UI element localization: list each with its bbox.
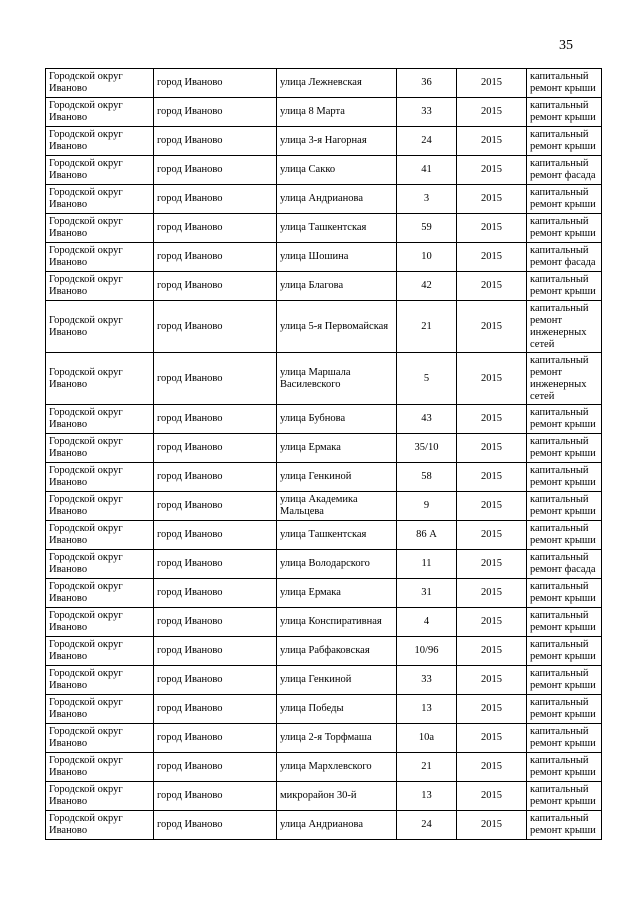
year-cell: 2015: [457, 272, 527, 301]
street-cell: улица 5-я Первомайская: [277, 301, 397, 353]
year-cell: 2015: [457, 98, 527, 127]
house-number-cell: 86 А: [397, 521, 457, 550]
district-cell: Городской округ Иваново: [46, 353, 154, 405]
house-number-cell: 43: [397, 405, 457, 434]
house-number-cell: 4: [397, 608, 457, 637]
district-cell: Городской округ Иваново: [46, 550, 154, 579]
table-row: [46, 405, 602, 434]
work-type-cell: капитальный ремонт фасада: [527, 156, 602, 185]
work-type-cell: капитальный ремонт крыши: [527, 463, 602, 492]
work-type-cell: капитальный ремонт крыши: [527, 214, 602, 243]
work-type-cell: капитальный ремонт крыши: [527, 492, 602, 521]
table-row: [46, 695, 602, 724]
district-cell: Городской округ Иваново: [46, 637, 154, 666]
year-cell: 2015: [457, 782, 527, 811]
year-cell: 2015: [457, 666, 527, 695]
city-cell: город Иваново: [154, 353, 277, 405]
city-cell: город Иваново: [154, 579, 277, 608]
street-cell: улица Ермака: [277, 434, 397, 463]
year-cell: 2015: [457, 637, 527, 666]
house-number-cell: 24: [397, 811, 457, 840]
table-row: [46, 214, 602, 243]
year-cell: 2015: [457, 353, 527, 405]
district-cell: Городской округ Иваново: [46, 156, 154, 185]
street-cell: улица Лежневская: [277, 69, 397, 98]
house-number-cell: 13: [397, 782, 457, 811]
district-cell: Городской округ Иваново: [46, 434, 154, 463]
work-type-cell: капитальный ремонт крыши: [527, 666, 602, 695]
street-cell: улица Бубнова: [277, 405, 397, 434]
work-type-cell: капитальный ремонт крыши: [527, 98, 602, 127]
work-type-cell: капитальный ремонт крыши: [527, 724, 602, 753]
year-cell: 2015: [457, 811, 527, 840]
year-cell: 2015: [457, 156, 527, 185]
city-cell: город Иваново: [154, 272, 277, 301]
house-number-cell: 10а: [397, 724, 457, 753]
city-cell: город Иваново: [154, 214, 277, 243]
street-cell: улица Мархлевского: [277, 753, 397, 782]
city-cell: город Иваново: [154, 127, 277, 156]
table-row: [46, 811, 602, 840]
work-type-cell: капитальный ремонт фасада: [527, 550, 602, 579]
year-cell: 2015: [457, 579, 527, 608]
city-cell: город Иваново: [154, 637, 277, 666]
table-row: [46, 243, 602, 272]
work-type-cell: капитальный ремонт крыши: [527, 405, 602, 434]
district-cell: Городской округ Иваново: [46, 69, 154, 98]
table-row: [46, 434, 602, 463]
district-cell: Городской округ Иваново: [46, 243, 154, 272]
year-cell: 2015: [457, 69, 527, 98]
street-cell: микрорайон 30-й: [277, 782, 397, 811]
house-number-cell: 41: [397, 156, 457, 185]
city-cell: город Иваново: [154, 98, 277, 127]
street-cell: улица Генкиной: [277, 463, 397, 492]
table-row: [46, 666, 602, 695]
city-cell: город Иваново: [154, 463, 277, 492]
city-cell: город Иваново: [154, 521, 277, 550]
work-type-cell: капитальный ремонт крыши: [527, 127, 602, 156]
table-row: [46, 608, 602, 637]
year-cell: 2015: [457, 492, 527, 521]
district-cell: Городской округ Иваново: [46, 272, 154, 301]
city-cell: город Иваново: [154, 550, 277, 579]
district-cell: Городской округ Иваново: [46, 185, 154, 214]
street-cell: улица 8 Марта: [277, 98, 397, 127]
table-row: [46, 353, 602, 405]
table-row: [46, 550, 602, 579]
district-cell: Городской округ Иваново: [46, 666, 154, 695]
work-type-cell: капитальный ремонт инженерных сетей: [527, 301, 602, 353]
work-type-cell: капитальный ремонт крыши: [527, 753, 602, 782]
district-cell: Городской округ Иваново: [46, 724, 154, 753]
district-cell: Городской округ Иваново: [46, 753, 154, 782]
work-type-cell: капитальный ремонт фасада: [527, 243, 602, 272]
work-type-cell: капитальный ремонт крыши: [527, 272, 602, 301]
street-cell: улица 3-я Нагорная: [277, 127, 397, 156]
district-cell: Городской округ Иваново: [46, 405, 154, 434]
city-cell: город Иваново: [154, 69, 277, 98]
house-number-cell: 36: [397, 69, 457, 98]
city-cell: город Иваново: [154, 811, 277, 840]
table-row: [46, 724, 602, 753]
year-cell: 2015: [457, 434, 527, 463]
street-cell: улица Генкиной: [277, 666, 397, 695]
street-cell: улица Сакко: [277, 156, 397, 185]
district-cell: Городской округ Иваново: [46, 782, 154, 811]
city-cell: город Иваново: [154, 185, 277, 214]
work-type-cell: капитальный ремонт крыши: [527, 695, 602, 724]
table-row: [46, 98, 602, 127]
work-type-cell: капитальный ремонт крыши: [527, 521, 602, 550]
city-cell: город Иваново: [154, 695, 277, 724]
year-cell: 2015: [457, 127, 527, 156]
district-cell: Городской округ Иваново: [46, 214, 154, 243]
street-cell: улица 2-я Торфмаша: [277, 724, 397, 753]
house-number-cell: 11: [397, 550, 457, 579]
year-cell: 2015: [457, 301, 527, 353]
house-number-cell: 21: [397, 753, 457, 782]
house-number-cell: 24: [397, 127, 457, 156]
page-number: 35: [559, 38, 573, 53]
city-cell: город Иваново: [154, 156, 277, 185]
street-cell: улица Ермака: [277, 579, 397, 608]
house-number-cell: 31: [397, 579, 457, 608]
city-cell: город Иваново: [154, 782, 277, 811]
city-cell: город Иваново: [154, 492, 277, 521]
street-cell: улица Победы: [277, 695, 397, 724]
year-cell: 2015: [457, 550, 527, 579]
table-row: [46, 753, 602, 782]
work-type-cell: капитальный ремонт крыши: [527, 608, 602, 637]
year-cell: 2015: [457, 608, 527, 637]
street-cell: улица Благова: [277, 272, 397, 301]
city-cell: город Иваново: [154, 724, 277, 753]
house-number-cell: 5: [397, 353, 457, 405]
year-cell: 2015: [457, 463, 527, 492]
table-row: [46, 492, 602, 521]
table-row: [46, 782, 602, 811]
street-cell: улица Ташкентская: [277, 521, 397, 550]
street-cell: улица Володарского: [277, 550, 397, 579]
work-type-cell: капитальный ремонт крыши: [527, 782, 602, 811]
house-number-cell: 33: [397, 666, 457, 695]
city-cell: город Иваново: [154, 666, 277, 695]
street-cell: улица Андрианова: [277, 185, 397, 214]
district-cell: Городской округ Иваново: [46, 579, 154, 608]
district-cell: Городской округ Иваново: [46, 608, 154, 637]
table-row: [46, 463, 602, 492]
repair-schedule-table: [45, 68, 602, 840]
table-row: [46, 185, 602, 214]
district-cell: Городской округ Иваново: [46, 521, 154, 550]
street-cell: улица Академика Мальцева: [277, 492, 397, 521]
house-number-cell: 59: [397, 214, 457, 243]
work-type-cell: капитальный ремонт инженерных сетей: [527, 353, 602, 405]
year-cell: 2015: [457, 243, 527, 272]
street-cell: улица Шошина: [277, 243, 397, 272]
district-cell: Городской округ Иваново: [46, 98, 154, 127]
year-cell: 2015: [457, 185, 527, 214]
year-cell: 2015: [457, 753, 527, 782]
table-row: [46, 69, 602, 98]
house-number-cell: 9: [397, 492, 457, 521]
house-number-cell: 21: [397, 301, 457, 353]
table-row: [46, 579, 602, 608]
city-cell: город Иваново: [154, 405, 277, 434]
work-type-cell: капитальный ремонт крыши: [527, 434, 602, 463]
year-cell: 2015: [457, 724, 527, 753]
house-number-cell: 35/10: [397, 434, 457, 463]
city-cell: город Иваново: [154, 434, 277, 463]
house-number-cell: 3: [397, 185, 457, 214]
district-cell: Городской округ Иваново: [46, 463, 154, 492]
street-cell: улица Андрианова: [277, 811, 397, 840]
street-cell: улица Рабфаковская: [277, 637, 397, 666]
table-row: [46, 127, 602, 156]
work-type-cell: капитальный ремонт крыши: [527, 69, 602, 98]
year-cell: 2015: [457, 405, 527, 434]
district-cell: Городской округ Иваново: [46, 492, 154, 521]
work-type-cell: капитальный ремонт крыши: [527, 185, 602, 214]
year-cell: 2015: [457, 521, 527, 550]
house-number-cell: 42: [397, 272, 457, 301]
house-number-cell: 10: [397, 243, 457, 272]
work-type-cell: капитальный ремонт крыши: [527, 811, 602, 840]
table-body: [46, 69, 602, 840]
city-cell: город Иваново: [154, 753, 277, 782]
table-row: [46, 637, 602, 666]
district-cell: Городской округ Иваново: [46, 127, 154, 156]
house-number-cell: 13: [397, 695, 457, 724]
work-type-cell: капитальный ремонт крыши: [527, 637, 602, 666]
table-row: [46, 272, 602, 301]
work-type-cell: капитальный ремонт крыши: [527, 579, 602, 608]
street-cell: улица Конспиративная: [277, 608, 397, 637]
house-number-cell: 33: [397, 98, 457, 127]
city-cell: город Иваново: [154, 301, 277, 353]
house-number-cell: 10/96: [397, 637, 457, 666]
year-cell: 2015: [457, 214, 527, 243]
table-row: [46, 521, 602, 550]
table-row: [46, 301, 602, 353]
table-row: [46, 156, 602, 185]
district-cell: Городской округ Иваново: [46, 811, 154, 840]
district-cell: Городской округ Иваново: [46, 301, 154, 353]
city-cell: город Иваново: [154, 243, 277, 272]
district-cell: Городской округ Иваново: [46, 695, 154, 724]
street-cell: улица Ташкентская: [277, 214, 397, 243]
house-number-cell: 58: [397, 463, 457, 492]
street-cell: улица Маршала Василевского: [277, 353, 397, 405]
city-cell: город Иваново: [154, 608, 277, 637]
year-cell: 2015: [457, 695, 527, 724]
